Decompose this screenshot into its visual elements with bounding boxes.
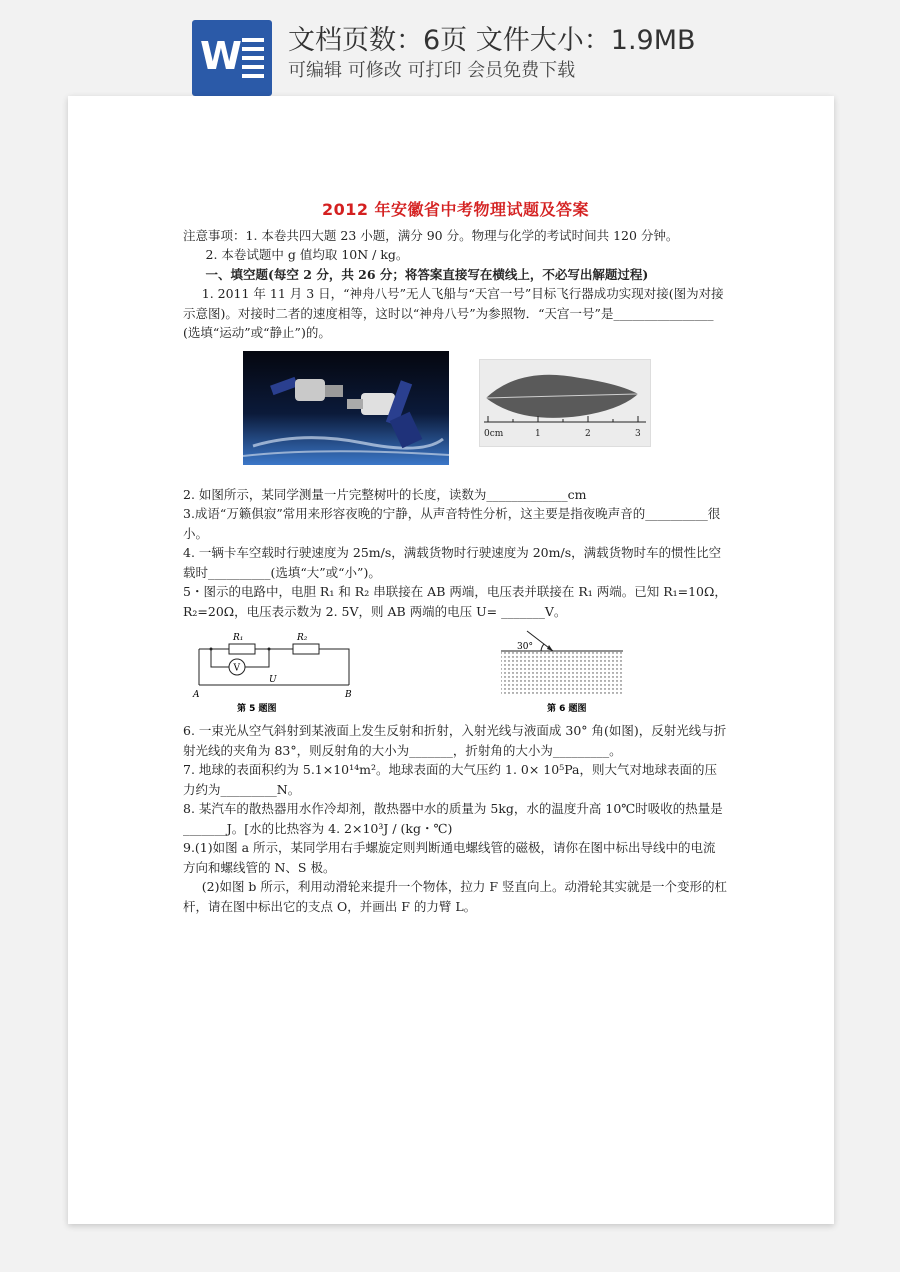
ruler-label-0: 0cm	[484, 428, 504, 439]
ruler-label-3: 3	[635, 428, 641, 439]
question-1: 1. 2011 年 11 月 3 日，“神舟八号”无人飞船与“天宫一号”目标飞行器成功实现对接(图为对接示意图)。对接时二者的速度相等，这时以“神舟八号”为参照物．“天宫一号”是________________ (选填“运动”或“静止”)的。	[183, 286, 724, 340]
figure-row-1	[183, 349, 728, 477]
question-9-part-2: (2)如图 b 所示，利用动滑轮来提升一个物体，拉力 F 竖直向上。动滑轮其实就是一个变形的杠杆，请在图中标出它的支点 O，并画出 F 的力臂 L。	[183, 879, 728, 914]
question-7: 7. 地球的表面积约为 5.1×10¹⁴m²。地球表面的大气压约 1. 0× 10⁵Pa，则大气对地球表面的压力约为_________N。	[183, 762, 718, 797]
document-page	[68, 96, 834, 1224]
question-4: 4. 一辆卡车空载时行驶速度为 25m/s，满载货物时行驶速度为 20m/s，满载货物时车的惯性比空载时__________(选填“大”或“小”)。	[183, 545, 722, 580]
angle-label: 30°	[517, 642, 533, 652]
figure-row-2	[183, 627, 728, 717]
document-content	[183, 200, 728, 916]
u-label: U	[269, 675, 277, 685]
question-3: 3.成语“万籁俱寂”常用来形容夜晚的宁静，从声音特性分析，这主要是指夜晚声音的__________很小。	[183, 506, 721, 541]
r1-label: R₁	[233, 633, 244, 643]
a-label: A	[193, 690, 200, 700]
section-heading: 一、填空题(每空 2 分，共 26 分；将答案直接写在横线上，不必写出解题过程)	[205, 266, 649, 282]
question-6: 6. 一束光从空气斜射到某液面上发生反射和折射，入射光线与液面成 30° 角(如图)，反射光线与折射光线的夹角为 83°，则反射角的大小为_______，折射角的大小为_________。	[183, 723, 727, 758]
note-2: 2. 本卷试题中 g 值均取 10N / kg。	[205, 247, 409, 262]
spacecraft-docking-image	[243, 351, 449, 465]
ruler-label-2: 2	[585, 428, 591, 439]
light-refraction-diagram	[491, 627, 627, 717]
word-document-icon: W	[192, 20, 272, 96]
question-9-part-1: 9.(1)如图 a 所示，某同学用右手螺旋定则判断通电螺线管的磁极，请你在图中标出导线中的电流方向和螺线管的 N、S 极。	[183, 840, 716, 875]
banner-title: 文档页数：6页 文件大小：1.9MB	[288, 25, 696, 56]
fig6-caption: 第 6 题图	[547, 704, 587, 714]
banner-subtitle: 可编辑 可修改 可打印 会员免费下载	[288, 60, 576, 81]
note-1: 注意事项：1. 本卷共四大题 23 小题，满分 90 分。物理与化学的考试时间共 120 分钟。	[183, 227, 679, 243]
question-8: 8. 某汽车的散热器用水作冷却剂，散热器中水的质量为 5kg，水的温度升高 10℃时吸收的热量是_______J。[水的比热容为 4. 2×10³J / (kg・℃)	[183, 801, 723, 836]
question-2: 2. 如图所示，某同学测量一片完整树叶的长度，读数为_____________cm	[183, 486, 587, 502]
download-banner	[0, 0, 900, 100]
b-label: B	[345, 690, 352, 700]
ruler-label-1: 1	[535, 428, 541, 439]
leaf-ruler-image	[479, 359, 651, 447]
voltmeter-label: V	[233, 663, 240, 674]
question-5: 5・图示的电路中，电胆 R₁ 和 R₂ 串联接在 AB 两端，电压表并联接在 R₁ 两端。已知 R₁=10Ω，R₂=20Ω，电压表示数为 2. 5V，则 AB 两端的电压 U= _______V。	[183, 584, 727, 619]
fig5-caption: 第 5 题图	[237, 704, 277, 714]
document-title: 2012 年安徽省中考物理试题及答案	[321, 200, 590, 219]
circuit-diagram	[189, 627, 359, 717]
r2-label: R₂	[297, 633, 308, 643]
